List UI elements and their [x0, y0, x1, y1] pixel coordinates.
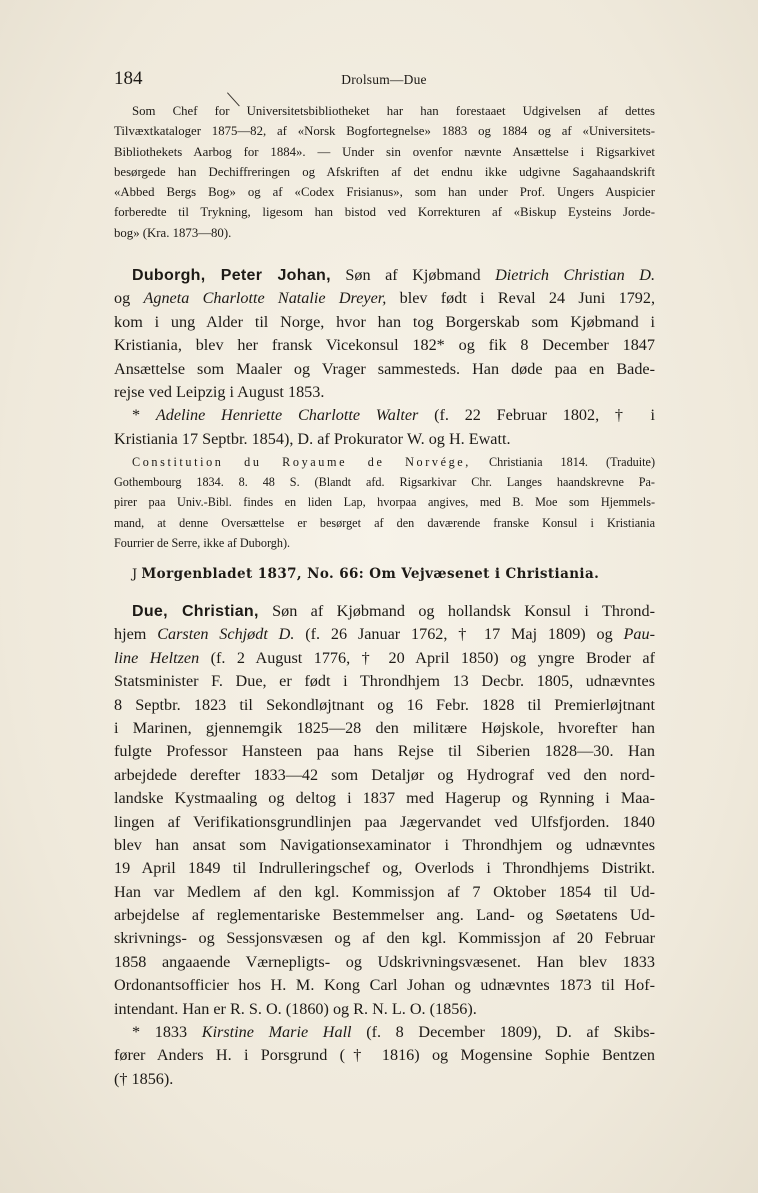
- text-line: lingen af Verifikationsgrundlinjen paa Jægervandet ved Ulfsfjorden. 1840: [114, 812, 655, 831]
- text-line: Fourrier de Serre, ikke af Duborgh).: [114, 535, 291, 550]
- text-line: besørgede han Dechiffreringen og Afskriften af det endnu ikke udgivne Sagahaandskrift: [114, 164, 655, 179]
- text-span: (f. 8 December 1809), D. af Skibs-: [351, 1023, 655, 1042]
- text-span: J: [132, 567, 142, 582]
- text-line: Bibliothekets Aarbog for 1884». — Under sin ovenfor nævnte Ansættelse i Rigsarkivet: [114, 144, 655, 159]
- text-line: Kristiania, blev her fransk Vicekonsul 182* og fik 8 December 1847: [114, 336, 655, 355]
- text-line: kom i ung Alder til Norge, hvor han tog Borgerskab som Kjøbmand i: [114, 312, 655, 331]
- text-span: (f. 2 August 1776, † 20 April 1850) og yngre Broder af: [199, 648, 655, 667]
- spouse-name: Kirstine Marie Hall: [201, 1023, 352, 1042]
- entry-name: Duborgh, Peter Johan,: [132, 267, 331, 284]
- work-line: [114, 452, 655, 472]
- text-line: Han var Medlem af den kgl. Kommissjon af 7 Oktober 1854 til Ud-: [114, 882, 655, 901]
- text-line: arbejdede derefter 1833—42 som Detaljør og Hydrograf ved den nord-: [114, 765, 655, 784]
- text-span: og: [114, 289, 144, 308]
- text-span: (f. 22 Februar 1802, † i: [418, 406, 655, 425]
- text-line: Gothembourg 1834. 8. 48 S. (Blandt afd. Rigsarkivar Chr. Langes haandskrevne Pa-: [114, 475, 655, 490]
- text-line: rejse ved Leipzig i August 1853.: [114, 382, 325, 401]
- text-line: skrivnings- og Sessjonsvæsen og af den kgl. Kommissjon af 20 Februar: [114, 929, 655, 948]
- source-line: [114, 562, 655, 586]
- text-span: *: [132, 406, 156, 425]
- text-line: Ansættelse som Maaler og Vrager sammesteds. Han døde paa en Bade-: [114, 359, 655, 378]
- drolsum-entry-end: [114, 101, 655, 243]
- running-head: Drolsum—Due: [341, 72, 427, 87]
- text-line: 8 Septbr. 1823 til Sekondløjtnant og 16 Febr. 1828 til Premierløjtnant: [114, 695, 655, 714]
- father-name: Carsten Schjødt D.: [157, 625, 295, 644]
- text-line: bog» (Kra. 1873—80).: [114, 225, 232, 240]
- text-line: Som Chef for Universitetsbibliotheket har han forestaaet Udgivelsen af dettes: [132, 104, 655, 118]
- entry-heading-line: [114, 600, 655, 623]
- text-line: Ordonantsofficier hos H. M. Kong Carl Johan og udnævntes 1873 til Hof-: [114, 976, 655, 995]
- text-line: († 1856).: [114, 1069, 174, 1088]
- text-span: blev født i Reval 24 Juni 1792,: [386, 289, 655, 308]
- text-line: 1858 angaaende Værnepligts- og Udskrivningsvæsenet. Han blev 1833: [114, 952, 655, 971]
- duborgh-source: [114, 562, 655, 586]
- page-number: 184: [114, 68, 143, 89]
- duborgh-works: [114, 452, 655, 553]
- source-paper: Morgenbladet: [141, 566, 253, 582]
- text-line: landske Kystmaaling og deltog i 1837 med Hagerup og Rynning i Maa-: [114, 789, 655, 808]
- due-entry: [114, 600, 655, 1091]
- text-line: fører Anders H. i Porsgrund († 1816) og Mogensine Sophie Bentzen: [114, 1046, 655, 1065]
- spouse-name: Adeline Henriette Charlotte Walter: [155, 406, 419, 425]
- entry-name: Due, Christian,: [132, 603, 259, 620]
- text-span: * 1833: [132, 1023, 202, 1042]
- text-line: intendant. Han er R. S. O. (1860) og R. N. L. O. (1856).: [114, 999, 477, 1018]
- mother-name-part: line Heltzen: [114, 648, 200, 667]
- mother-name-part: Pau-: [623, 625, 655, 644]
- text-line: [114, 623, 655, 646]
- text-line: Kristiania 17 Septbr. 1854), D. af Prokurator W. og H. Ewatt.: [114, 429, 511, 448]
- text-span: 1837, No. 66: Om Vejvæsenet i Christiania.: [252, 566, 600, 582]
- spouse-line: [114, 404, 655, 427]
- text-line: i Marinen, gjennemgik 1825—28 den militære Højskole, hvorefter han: [114, 718, 655, 737]
- text-line: [114, 287, 655, 310]
- text-line: fulgte Professor Hansteen paa hans Rejse til Siberien 1828—30. Han: [114, 742, 655, 761]
- text-line: pirer paa Univ.-Bibl. findes en liden Lap, hvorpaa angives, med B. Moe som Hjemmels-: [114, 495, 655, 510]
- text-line: Tilvæxtkataloger 1875—82, af «Norsk Bogfortegnelse» 1883 og 1884 og af «Universitets-: [114, 124, 655, 139]
- text-span: Søn af Kjøbmand og hollandsk Konsul i Thrond-: [258, 602, 655, 620]
- page-header: [114, 66, 654, 92]
- text-line: arbejdelse af reglementariske Bestemmelser ang. Land- og Søetatens Ud-: [114, 906, 655, 925]
- text-line: Statsminister F. Due, er født i Throndhjem 13 Decbr. 1805, udnævntes: [114, 672, 655, 691]
- text-span: Søn af Kjøbmand: [330, 266, 496, 284]
- father-name: Dietrich Christian D.: [495, 266, 655, 284]
- text-span: hjem: [114, 625, 158, 644]
- mother-name: Agneta Charlotte Natalie Dreyer,: [143, 289, 387, 308]
- entry-heading-line: [114, 264, 655, 287]
- text-line: forberedte til Trykning, ligesom han bistod ved Korrekturen af «Biskup Eysteins Jorde-: [114, 205, 655, 220]
- duborgh-entry: [114, 264, 655, 451]
- text-line: 19 April 1849 til Indrulleringschef og, Overlods i Throndhjems Distrikt.: [114, 859, 655, 878]
- text-line: mand, at denne Oversættelse er besørget af den daværende franske Konsul i Kristiania: [114, 515, 655, 530]
- text-line: «Abbed Bergs Bog» og af «Codex Frisianus», som han under Prof. Ungers Auspicier: [114, 185, 655, 200]
- text-line: [114, 647, 655, 670]
- text-span: (f. 26 Januar 1762, † 17 Maj 1809) og: [294, 625, 624, 644]
- text-span: Christiania 1814. (Traduite): [470, 455, 655, 469]
- work-title: Constitution du Royaume de Norvége,: [132, 455, 471, 469]
- text-line: blev han ansat som Navigationsexaminator i Throndhjem og udnævntes: [114, 835, 655, 854]
- spouse-line: [114, 1021, 655, 1044]
